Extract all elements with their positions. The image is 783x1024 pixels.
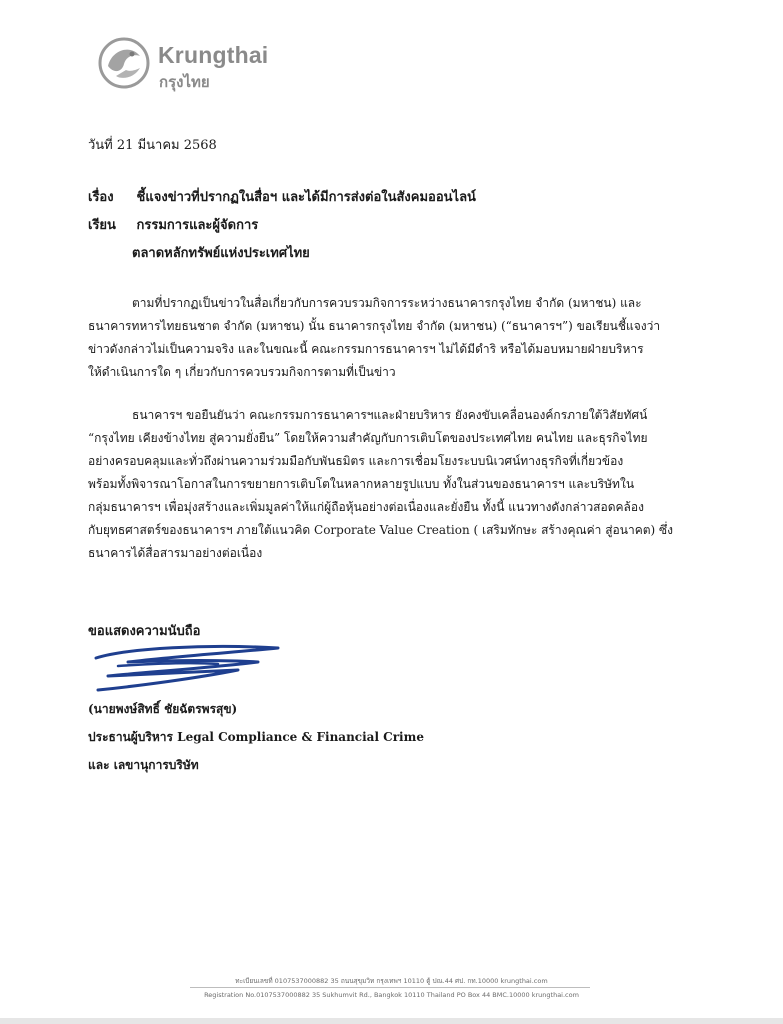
footer-address-thai: ทะเบียนเลขที่ 0107537000882 35 ถนนสุขุมวิท กรุงเทพฯ 10110 ตู้ ปณ.44 ศป. กท.10000 krungthai.com xyxy=(235,977,548,985)
signer-title-secondary: และ เลขานุการบริษัท xyxy=(88,758,199,772)
paragraph-line: ธนาคารฯ ขอยืนยันว่า คณะกรรมการธนาคารฯและฝ่ายบริหาร ยังคงขับเคลื่อนองค์กรภายใต้วิสัยทัศน์ xyxy=(132,408,648,422)
closing-salutation: ขอแสดงความนับถือ xyxy=(88,624,201,639)
paragraph-line: “กรุงไทย เคียงข้างไทย สู่ความยั่งยืน” โดยให้ความสำคัญกับการเติบโตของประเทศไทย คนไทย และธุรกิจไทย xyxy=(88,431,648,445)
subject-row xyxy=(88,186,476,207)
brand-name: Krungthai xyxy=(158,42,269,68)
recipient-line-2: ตลาดหลักทรัพย์แห่งประเทศไทย xyxy=(132,246,310,261)
paragraph-line: กับยุทธศาสตร์ของธนาคารฯ ภายใต้แนวคิด Corporate Value Creation ( เสริมทักษะ สร้างคุณค่า สู่อนาคต) ซึ่ง xyxy=(88,523,674,537)
paragraph-line: ข่าวดังกล่าวไม่เป็นความจริง และในขณะนี้ คณะกรรมการธนาคารฯ ไม่ได้มีดำริ หรือได้มอบหมายฝ่ายบริหาร xyxy=(88,342,644,356)
paragraph-1 xyxy=(88,292,688,384)
krungthai-logo xyxy=(96,36,296,92)
recipient-line-1: กรรมการและผู้จัดการ xyxy=(136,218,259,233)
paragraph-line: ธนาคารได้สื่อสารมาอย่างต่อเนื่อง xyxy=(88,546,263,560)
signer-name: (นายพงษ์สิทธิ์ ชัยฉัตรพรสุข) xyxy=(88,702,238,716)
recipient-row xyxy=(88,214,258,235)
footer-address-english: Registration No.0107537000882 35 Sukhumvit Rd., Bangkok 10110 Thailand PO Box 44 BMC.10000 krungthai.com xyxy=(204,991,579,999)
paragraph-2 xyxy=(88,404,688,565)
paragraph-line: ธนาคารทหารไทยธนชาต จำกัด (มหาชน) นั้น ธนาคารกรุงไทย จำกัด (มหาชน) (“ธนาคารฯ”) ขอเรียนชี้แจงว่า xyxy=(88,319,661,333)
paragraph-line: กลุ่มธนาคารฯ เพื่อมุ่งสร้างและเพิ่มมูลค่าให้แก่ผู้ถือหุ้นอย่างต่อเนื่องและยั่งยืน ทั้งนี้ แนวทางดังกล่าวสอดคล้อง xyxy=(88,500,644,514)
krungthai-bird-logo-icon xyxy=(96,36,152,90)
recipient-label: เรียน xyxy=(88,218,116,233)
page-bottom-edge xyxy=(0,1018,783,1024)
paragraph-line: ให้ดำเนินการใด ๆ เกี่ยวกับการควบรวมกิจการตามที่เป็นข่าว xyxy=(88,365,396,379)
signer-title: ประธานผู้บริหาร Legal Compliance & Financial Crime xyxy=(88,730,424,744)
subject-text: ชี้แจงข่าวที่ปรากฏในสื่อฯ และได้มีการส่งต่อในสังคมออนไลน์ xyxy=(136,190,476,205)
paragraph-line: อย่างครอบคลุมและทั่วถึงผ่านความร่วมมือกับพันธมิตร และการเชื่อมโยงระบบนิเวศน์ทางธุรกิจที่เกี่ยวข้อง xyxy=(88,454,624,468)
subject-label: เรื่อง xyxy=(88,190,114,205)
paragraph-line: พร้อมทั้งพิจารณาโอกาสในการขยายการเติบโตในหลากหลายรูปแบบ ทั้งในส่วนของธนาคารฯ และบริษัทใน xyxy=(88,477,635,491)
footer-divider xyxy=(190,987,590,988)
paragraph-line: ตามที่ปรากฏเป็นข่าวในสื่อเกี่ยวกับการควบรวมกิจการระหว่างธนาคารกรุงไทย จำกัด (มหาชน) และ xyxy=(132,296,642,310)
letter-date: วันที่ 21 มีนาคม 2568 xyxy=(88,138,217,153)
signature-icon xyxy=(88,636,288,696)
brand-name-thai: กรุงไทย xyxy=(159,73,210,91)
